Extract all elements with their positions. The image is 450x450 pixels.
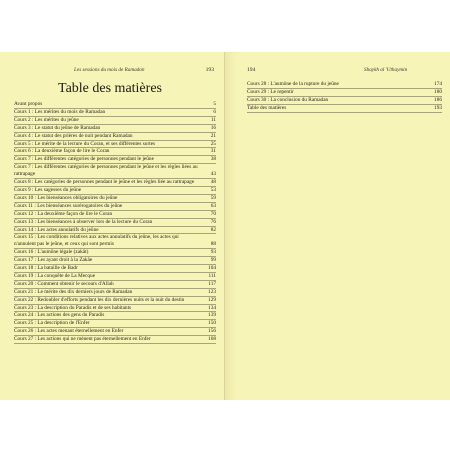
- toc-entry-label: Avant propos: [14, 101, 43, 107]
- toc-entry-label: Cours 20 : Comment obtenir le secours d'Allah: [14, 280, 114, 287]
- toc-entry-page: 70: [210, 210, 216, 217]
- toc-entry-label: Cours 10 : Les bienséances obligatoires du jeûne: [14, 194, 118, 201]
- toc-entry-label: Cours 30 : La conclusion du Ramadan: [247, 96, 329, 103]
- left-page-number: 193: [205, 67, 214, 73]
- toc-entry-label: Cours 12 : La deuxième façon de lire le Coran: [14, 210, 113, 217]
- toc-entry-label: Table des matières: [247, 104, 287, 111]
- toc-entry-label: Cours 18 : La bataille de Badr: [14, 265, 78, 272]
- toc-entry-page: 21: [210, 132, 216, 139]
- toc-entry-page: 186: [434, 96, 442, 103]
- toc-entry-label: Cours 21 : Le mérite des dix derniers jours de Ramadan: [14, 288, 133, 295]
- toc-entry-page: 111: [208, 272, 216, 279]
- toc-entry-label: Cours 14 : Les actes annulatifs du jeûne: [14, 226, 99, 233]
- toc-entry-label: Cours 22 : Redoubler d'efforts pendant les dix dernières nuits et la nuit du destin: [14, 296, 185, 303]
- toc-entry: [14, 289, 216, 297]
- toc-entry-label: Cours 5 : Le mérite de la lecture du Coran, et ses différentes sortes: [14, 140, 156, 147]
- toc-entry-page: 25: [210, 140, 216, 147]
- toc-entry-page: 134: [208, 304, 216, 311]
- book-spread: [0, 52, 450, 400]
- toc-entry-label: Cours 24 : Les actions des gens du Paradis: [14, 312, 105, 319]
- toc-entry-label: Cours 11 : Les bienséances surérogatoires du jeûne: [14, 202, 123, 209]
- toc-entry-page: 6: [213, 108, 216, 115]
- toc-entry: [14, 281, 216, 289]
- toc-entry-label: Cours 23 : La description du Paradis et de ses habitants: [14, 304, 132, 311]
- toc-entry-page: 99: [210, 257, 216, 264]
- toc-entry: [14, 234, 216, 249]
- toc-entry: [14, 328, 216, 336]
- toc-entry: [14, 133, 216, 141]
- toc-entry-label: Cours 7 : Les différentes catégories de personnes pendant le jeûne et les règles liées au rattrapage: [14, 164, 198, 178]
- right-page: [225, 52, 450, 400]
- toc-entry: [14, 305, 216, 313]
- toc-entry: [14, 203, 216, 211]
- toc-entry-label: Cours 17 : Les ayant droit à la Zakâe: [14, 257, 93, 264]
- toc-entry-label: Cours 3 : Le statut du jeûne de Ramadan: [14, 124, 101, 131]
- toc-entry: [14, 257, 216, 265]
- right-running-head: Shaykh al 'Uthaymin: [364, 67, 408, 73]
- toc-entry-page: 150: [208, 320, 216, 327]
- toc-entry-page: 139: [208, 312, 216, 319]
- toc-entry-page: 48: [210, 179, 216, 186]
- toc-entry-page: 82: [210, 226, 216, 233]
- left-page: [0, 52, 225, 400]
- toc-entry-page: 193: [434, 104, 442, 111]
- toc-entry-page: 168: [208, 336, 216, 343]
- toc-entry: [14, 273, 216, 281]
- toc-entry-label: Cours 8 : Les catégories de personnes pendant le jeûne et les règles liée au rattrapage: [14, 179, 195, 186]
- toc-entry: [247, 97, 442, 105]
- toc-entry: [14, 101, 216, 109]
- toc-entry-page: 38: [210, 156, 216, 163]
- toc-entry-page: 117: [208, 280, 216, 287]
- toc-entry: [14, 211, 216, 219]
- toc-entry-label: Cours 26 : Les actes menant éternellement en Enfer: [14, 328, 124, 335]
- toc-entry-page: 88: [210, 241, 216, 248]
- toc-entry-label: Cours 6 : La deuxième façon de lire le Coran: [14, 148, 110, 155]
- toc-entry-page: 123: [208, 288, 216, 295]
- toc-list-left: [14, 101, 216, 344]
- right-page-number: 194: [247, 67, 256, 73]
- toc-entry-label: Cours 29 : Le repentir: [247, 88, 294, 95]
- toc-entry: [14, 195, 216, 203]
- toc-entry-label: Cours 2 : Les mérites du jeûne: [14, 116, 79, 123]
- toc-entry: [14, 164, 216, 179]
- toc-entry: [14, 265, 216, 273]
- toc-entry: [14, 336, 216, 344]
- toc-entry-page: 31: [210, 148, 216, 155]
- toc-entry: [14, 179, 216, 187]
- toc-entry: [247, 81, 442, 89]
- toc-entry-page: 129: [208, 296, 216, 303]
- toc-entry-page: 156: [208, 328, 216, 335]
- toc-entry: [14, 297, 216, 305]
- toc-entry-label: Cours 15 : Les conditions relatives aux actes annulatifs du jeûne, les actes qui n'annulent pas le jeûne, et ceux qui sont permis: [14, 234, 179, 248]
- toc-entry-label: Cours 9 : Les sagesses du jeûne: [14, 186, 82, 193]
- toc-entry-label: Cours 13 : Les bienséances à observer lors de la lecture du Coran: [14, 218, 153, 225]
- toc-entry-page: 59: [210, 194, 216, 201]
- toc-entry-page: 11: [210, 116, 216, 123]
- toc-entry-label: Cours 4 : Le statut des prières de nuit pendant Ramadan: [14, 132, 133, 139]
- toc-entry-label: Cours 27 : Les actions qui ne mènent pas éternellement en Enfer: [14, 336, 151, 343]
- toc-entry: [14, 249, 216, 257]
- toc-entry-page: 5: [213, 101, 216, 107]
- toc-entry-page: 104: [208, 265, 216, 272]
- toc-entry-page: 76: [210, 218, 216, 225]
- toc-entry-page: 43: [210, 171, 216, 178]
- toc-title: Table des matières: [58, 81, 162, 96]
- left-running-head: Les sessions du mois de Ramadan: [74, 67, 145, 73]
- toc-entry: [14, 125, 216, 133]
- toc-entry: [247, 89, 442, 97]
- toc-entry-label: Cours 16 : L'aumône légale (zakât): [14, 249, 89, 256]
- toc-entry-label: Cours 28 : L'aumône de la rupture du jeûne: [247, 81, 339, 87]
- toc-entry: [14, 219, 216, 227]
- toc-entry-label: Cours 19 : La conquête de La Mecque: [14, 272, 96, 279]
- toc-list-right: [247, 81, 442, 113]
- toc-entry: [14, 109, 216, 117]
- toc-entry-page: 93: [210, 249, 216, 256]
- toc-entry-page: 53: [210, 186, 216, 193]
- toc-entry-label: Cours 25 : La description de l'Enfer: [14, 320, 90, 327]
- toc-entry-label: Cours 7 : Les différentes catégories de personnes pendant le jeûne: [14, 156, 154, 163]
- toc-entry-page: 180: [434, 88, 442, 95]
- toc-entry: [14, 187, 216, 195]
- toc-entry-page: 174: [434, 81, 442, 87]
- toc-entry-page: 63: [210, 202, 216, 209]
- toc-entry-page: 16: [210, 124, 216, 131]
- toc-entry: [247, 105, 442, 113]
- toc-entry-label: Cours 1 : Les mérites du mois de Ramadan: [14, 108, 106, 115]
- toc-entry: [14, 117, 216, 125]
